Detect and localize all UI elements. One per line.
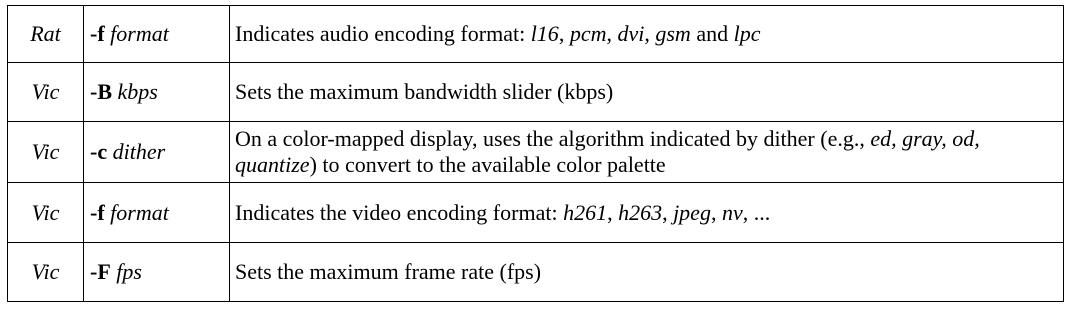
- flag-name: -F: [90, 259, 111, 284]
- flag-argument: dither: [112, 139, 166, 164]
- tool-cell: Vic: [8, 243, 84, 302]
- desc-segment: On a color-mapped display, uses the algorithm indicated by dither (e.g.,: [235, 126, 871, 151]
- desc-segment: ,: [644, 21, 656, 46]
- tool-cell: Rat: [8, 6, 84, 63]
- tool-cell: Vic: [8, 122, 84, 183]
- desc-segment: l16: [530, 21, 559, 46]
- table-row: [8, 6, 1064, 63]
- flag-name: -B: [90, 79, 112, 104]
- desc-segment: Sets the maximum frame rate (fps): [235, 259, 542, 284]
- desc-segment: , ...: [742, 199, 771, 225]
- desc-segment: pcm: [569, 21, 607, 46]
- desc-segment: ed, gray, od, quantize: [235, 126, 980, 177]
- description-cell: [230, 183, 1064, 243]
- desc-segment: h263: [618, 199, 663, 225]
- table-row: [8, 63, 1064, 122]
- desc-segment: jpeg: [673, 199, 711, 225]
- description-cell: [230, 122, 1064, 183]
- description-cell: [230, 63, 1064, 122]
- flag-cell: [84, 6, 230, 63]
- flag-name: -c: [90, 139, 108, 164]
- flag-argument: format: [110, 199, 169, 225]
- flag-name: -f: [90, 21, 105, 46]
- desc-segment: Sets the maximum bandwidth slider (kbps): [235, 79, 614, 104]
- desc-segment: ,: [662, 199, 674, 225]
- flag-cell: [84, 63, 230, 122]
- flag-name: -f: [90, 199, 105, 225]
- tool-cell: Vic: [8, 183, 84, 243]
- description-cell: [230, 6, 1064, 63]
- desc-segment: and: [690, 21, 734, 46]
- desc-segment: nv: [721, 199, 743, 225]
- flag-cell: [84, 243, 230, 302]
- flag-argument: kbps: [117, 79, 158, 104]
- desc-segment: ,: [710, 199, 722, 225]
- desc-segment: ,: [558, 21, 570, 46]
- flag-cell: [84, 183, 230, 243]
- desc-segment: ,: [607, 199, 619, 225]
- table-row: [8, 243, 1064, 302]
- description-cell: [230, 243, 1064, 302]
- desc-segment: Indicates audio encoding format:: [235, 21, 531, 46]
- desc-segment: gsm: [655, 21, 691, 46]
- desc-segment: Indicates the video encoding format:: [235, 199, 564, 225]
- desc-segment: h261: [563, 199, 608, 225]
- table-row: [8, 183, 1064, 243]
- table-row: [8, 122, 1064, 183]
- desc-segment: dvi: [617, 21, 645, 46]
- flag-cell: [84, 122, 230, 183]
- flag-argument: fps: [116, 259, 142, 284]
- options-table: [7, 5, 1064, 302]
- desc-segment: lpc: [733, 21, 761, 46]
- desc-segment: ) to convert to the available color palette: [309, 152, 666, 177]
- flag-argument: format: [110, 21, 169, 46]
- tool-cell: Vic: [8, 63, 84, 122]
- desc-segment: ,: [606, 21, 618, 46]
